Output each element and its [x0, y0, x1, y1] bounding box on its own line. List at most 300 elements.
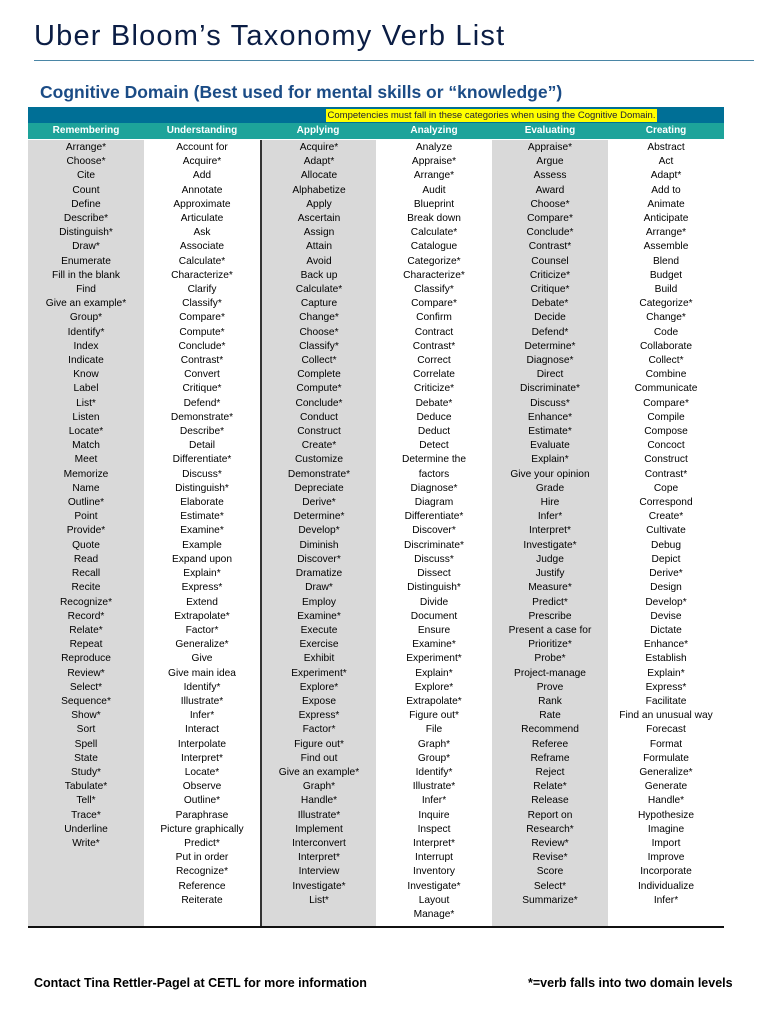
verb-item: Classify*: [414, 284, 454, 296]
verb-item: Listen: [72, 411, 100, 423]
verb-item: Communicate: [634, 383, 698, 395]
verb-item: Discriminate*: [519, 383, 580, 395]
footer-contact: Contact Tina Rettler-Pagel at CETL for more information: [34, 976, 367, 990]
verb-item: Judge: [536, 553, 564, 565]
verb-item: Depict: [651, 553, 681, 565]
verb-item: Inventory: [413, 866, 455, 878]
verb-item: Tabulate*: [64, 781, 108, 793]
verb-item: Assemble: [643, 241, 689, 253]
verb-item: Figure out*: [409, 710, 459, 722]
verb-item: Demonstrate*: [170, 411, 234, 423]
banner-row: [28, 107, 724, 123]
verb-item: Describe*: [63, 213, 109, 225]
verb-item: Prescribe: [528, 610, 572, 622]
verb-item: Select*: [69, 681, 103, 693]
verb-item: Arrange*: [413, 170, 455, 182]
verb-item: Ensure: [417, 624, 451, 636]
table-bottom-rule: [28, 926, 724, 928]
verb-item: Determine*: [293, 511, 345, 523]
verb-item: Explain*: [531, 454, 569, 466]
verb-item: Appraise*: [527, 142, 573, 153]
verb-item: Develop*: [298, 525, 340, 537]
verb-item: Identify*: [415, 766, 453, 778]
verb-item: Generalize*: [175, 639, 229, 651]
verb-item: Award: [535, 184, 565, 196]
verb-item: Infer*: [421, 795, 447, 807]
verb-item: Hire: [540, 497, 560, 509]
verb-item: Abstract: [647, 142, 685, 153]
verb-item: Recall: [71, 568, 101, 580]
verb-item: Correct: [417, 355, 451, 367]
verb-item: Determine*: [524, 340, 576, 352]
verb-item: Defend*: [183, 397, 221, 409]
verb-item: Tell*: [76, 795, 96, 807]
verb-item: Measure*: [528, 582, 572, 594]
verb-item: Group*: [417, 752, 451, 764]
verb-item: Choose*: [530, 198, 570, 210]
verb-item: Select*: [533, 880, 567, 892]
verb-item: Exhibit: [303, 653, 335, 665]
verb-item: Infer*: [537, 511, 563, 523]
verb-item: Derive*: [649, 568, 683, 580]
column-header-applying: Applying: [296, 125, 340, 136]
verb-item: Anticipate: [643, 213, 689, 225]
verb-item: Group*: [69, 312, 103, 324]
column-header-analyzing: Analyzing: [410, 125, 458, 136]
verb-item: Elaborate: [180, 497, 224, 509]
verb-item: Estimate*: [180, 511, 224, 523]
verb-item: Find an unusual way: [619, 710, 713, 722]
verb-item: Discuss*: [182, 468, 222, 480]
verb-item: Paraphrase: [175, 809, 229, 821]
verb-item: Experiment*: [406, 653, 462, 665]
verb-item: Predict*: [532, 596, 568, 608]
verb-item: Conclude*: [178, 340, 226, 352]
verb-item: Differentiate*: [172, 454, 232, 466]
verb-item: Inquire: [418, 809, 450, 821]
banner-blank: [28, 107, 259, 123]
verb-item: Extrapolate*: [174, 610, 230, 622]
verb-item: Contrast*: [180, 355, 224, 367]
verb-item: Estimate*: [528, 426, 572, 438]
verb-item: Avoid: [306, 255, 332, 267]
verb-item: Count: [72, 184, 100, 196]
verb-item: Figure out*: [294, 738, 344, 750]
verb-item: Dramatize: [295, 568, 343, 580]
verb-item: Match: [72, 440, 100, 452]
verb-item: Hypothesize: [637, 809, 695, 821]
verb-item: Deduct: [417, 426, 451, 438]
verb-item: Explain*: [647, 667, 685, 679]
verb-item: Spell: [74, 738, 98, 750]
verb-item: Calculate*: [295, 284, 343, 296]
verb-item: Determine the: [402, 454, 466, 466]
verb-item: Explain*: [415, 667, 453, 679]
verb-item: Assign: [303, 227, 335, 239]
verb-item: Construct: [297, 426, 341, 438]
verb-item: Conclude*: [295, 397, 343, 409]
verb-item: Account for: [176, 142, 228, 153]
verb-item: Facilitate: [645, 695, 687, 707]
verb-item: Observe: [182, 781, 222, 793]
verb-item: List*: [309, 894, 329, 906]
verb-item: Infer*: [653, 894, 679, 906]
verb-item: Show*: [71, 710, 101, 722]
verb-item: Referee: [531, 738, 569, 750]
verb-item: Extend: [186, 596, 218, 608]
verb-item: Arrange*: [645, 227, 687, 239]
verb-item: factors: [418, 468, 450, 480]
verb-item: File: [425, 724, 443, 736]
verb-item: Compare*: [527, 213, 573, 225]
verb-item: Discriminate*: [403, 539, 464, 551]
verb-item: Provide*: [66, 525, 106, 537]
verb-item: Sort: [76, 724, 96, 736]
verb-item: Enhance*: [527, 411, 573, 423]
verb-item: Review*: [531, 837, 569, 849]
verb-item: Factor*: [302, 724, 336, 736]
verb-item: Convert: [184, 369, 220, 381]
verb-item: Exercise: [299, 639, 339, 651]
verb-item: Express*: [298, 710, 340, 722]
verb-item: Distinguish*: [59, 227, 113, 239]
verb-item: Examine*: [412, 639, 456, 651]
verb-item: Explore*: [414, 681, 454, 693]
verb-item: Distinguish*: [407, 582, 461, 594]
verb-item: Decide: [534, 312, 566, 324]
verb-item: Create*: [648, 511, 684, 523]
verb-item: Read: [73, 553, 99, 565]
verb-item: Draw*: [305, 582, 333, 594]
footer-note: *=verb falls into two domain levels: [528, 976, 733, 990]
verb-item: Express*: [181, 582, 223, 594]
verb-item: Indicate: [68, 355, 104, 367]
verb-item: Allocate: [300, 170, 338, 182]
verb-item: Blend: [652, 255, 680, 267]
column-applying: [260, 140, 376, 926]
verb-item: Ascertain: [297, 213, 341, 225]
verb-item: Illustrate*: [180, 695, 224, 707]
verb-item: Layout: [418, 894, 450, 906]
verb-item: Improve: [647, 852, 685, 864]
verb-item: Know: [73, 369, 99, 381]
verb-item: Diagnose*: [410, 482, 458, 494]
verb-item: Compose: [644, 426, 688, 438]
verb-item: Correlate: [413, 369, 455, 381]
verb-item: Change*: [646, 312, 686, 324]
verb-item: Write*: [72, 837, 100, 849]
verb-item: Picture graphically: [160, 823, 244, 835]
verb-item: Examine*: [297, 610, 341, 622]
verb-item: Example: [182, 539, 222, 551]
verb-item: Discuss*: [530, 397, 570, 409]
verb-item: Interpret*: [413, 837, 455, 849]
verb-item: Interpret*: [181, 752, 223, 764]
verb-item: Collaborate: [639, 340, 693, 352]
verb-item: Compare*: [411, 298, 457, 310]
verb-item: Classify*: [299, 340, 339, 352]
verb-item: Distinguish*: [175, 482, 229, 494]
verb-item: Assess: [533, 170, 567, 182]
column-header-remembering: Remembering: [52, 125, 120, 136]
verb-item: Expand upon: [171, 553, 233, 565]
verb-item: Put in order: [175, 852, 229, 864]
verb-item: Acquire*: [299, 142, 339, 153]
verb-item: Repeat: [69, 639, 103, 651]
verb-item: Conduct: [300, 411, 338, 423]
verb-item: Cite: [76, 170, 96, 182]
verb-item: Code: [653, 326, 679, 338]
verb-item: Release: [531, 795, 569, 807]
verb-item: Identify*: [67, 326, 105, 338]
verb-item: Audit: [422, 184, 446, 196]
verb-item: Blueprint: [413, 198, 455, 210]
verb-item: Approximate: [173, 198, 231, 210]
verb-item: Interpret*: [298, 852, 340, 864]
verb-item: Score: [536, 866, 564, 878]
verb-item: Attain: [305, 241, 333, 253]
verb-item: Annotate: [181, 184, 223, 196]
verb-item: Express*: [645, 681, 687, 693]
verb-item: Demonstrate*: [287, 468, 351, 480]
verb-item: Criticize*: [413, 383, 455, 395]
verb-item: Dictate: [650, 624, 682, 636]
verb-item: Interconvert: [292, 837, 346, 849]
verb-item: Interpret*: [529, 525, 571, 537]
verb-item: Defend*: [531, 326, 569, 338]
verb-item: State: [74, 752, 98, 764]
verb-item: Counsel: [531, 255, 569, 267]
verb-item: Recommend: [521, 724, 579, 736]
verb-item: Characterize*: [403, 269, 465, 281]
verb-item: Clarify: [187, 284, 217, 296]
verb-item: Underline: [64, 823, 108, 835]
verb-item: Compare*: [179, 312, 225, 324]
verb-item: Collect*: [301, 355, 337, 367]
verb-item: Extrapolate*: [406, 695, 462, 707]
verb-item: Rank: [538, 695, 562, 707]
verb-item: Formulate: [643, 752, 689, 764]
verb-item: Investigate*: [523, 539, 577, 551]
verb-item: Review*: [67, 667, 105, 679]
verb-item: Deduce: [416, 411, 452, 423]
verb-item: Format: [649, 738, 683, 750]
verb-item: Compare*: [643, 397, 689, 409]
verb-item: Construct: [644, 454, 688, 466]
verb-item: Debate*: [531, 298, 569, 310]
verb-item: Associate: [179, 241, 225, 253]
verb-item: Explore*: [299, 681, 339, 693]
verb-item: Develop*: [645, 596, 687, 608]
page-title: Uber Bloom’s Taxonomy Verb List: [34, 20, 506, 52]
verb-item: Rate: [539, 710, 561, 722]
verb-item: Contrast*: [644, 468, 688, 480]
verb-item: Differentiate*: [404, 511, 464, 523]
verb-item: Correspond: [639, 497, 693, 509]
verb-item: Add to: [651, 184, 681, 196]
verb-item: Predict*: [184, 837, 220, 849]
verb-item: Report on: [527, 809, 573, 821]
verb-item: Categorize*: [407, 255, 461, 267]
verb-item: Budget: [649, 269, 683, 281]
verb-item: Conclude*: [526, 227, 574, 239]
column-remembering: [28, 140, 144, 926]
verb-item: Employ: [302, 596, 336, 608]
verb-item: Cultivate: [646, 525, 686, 537]
banner-note: Competencies must fall in these categories when using the Cognitive Domain.: [327, 109, 656, 121]
verb-item: Reject: [535, 766, 565, 778]
verb-item: Infer*: [189, 710, 215, 722]
verb-item: Illustrate*: [412, 781, 456, 793]
verb-item: List*: [76, 397, 96, 409]
verb-item: Add: [192, 170, 212, 182]
verb-item: Grade: [535, 482, 565, 494]
verb-item: Generate: [644, 781, 688, 793]
verb-item: Interpolate: [177, 738, 227, 750]
verb-item: Research*: [526, 823, 574, 835]
verb-item: Implement: [295, 823, 343, 835]
verb-item: Revise*: [532, 852, 568, 864]
verb-item: Experiment*: [291, 667, 347, 679]
verb-item: Forecast: [646, 724, 686, 736]
verb-item: Probe*: [534, 653, 566, 665]
verb-item: Fill in the blank: [52, 269, 120, 281]
verb-item: Imagine: [647, 823, 685, 835]
verb-item: Trace*: [71, 809, 101, 821]
verb-item: Manage*: [413, 908, 455, 920]
verb-item: Quote: [72, 539, 100, 551]
verb-item: Expose: [302, 695, 336, 707]
verb-item: Outline*: [67, 497, 105, 509]
verb-item: Examine*: [180, 525, 224, 537]
verb-item: Give your opinion: [510, 468, 590, 480]
column-evaluating: [492, 140, 608, 926]
verb-item: Critique*: [530, 284, 570, 296]
verb-item: Investigate*: [292, 880, 346, 892]
verb-item: Collect*: [648, 355, 684, 367]
verb-table: [28, 140, 724, 926]
verb-item: Reframe: [530, 752, 570, 764]
verb-item: Give: [191, 653, 213, 665]
verb-item: Diminish: [299, 539, 339, 551]
verb-item: Find: [76, 284, 96, 296]
verb-item: Analyze: [415, 142, 453, 153]
verb-item: Incorporate: [640, 866, 692, 878]
verb-item: Act: [658, 156, 674, 168]
verb-item: Interact: [185, 724, 219, 736]
verb-item: Ask: [193, 227, 211, 239]
verb-item: Find out: [300, 752, 338, 764]
verb-item: Recite: [71, 582, 101, 594]
verb-item: Meet: [74, 454, 98, 466]
verb-item: Alphabetize: [292, 184, 346, 196]
verb-item: Study*: [70, 766, 101, 778]
verb-item: Complete: [297, 369, 341, 381]
verb-item: Design: [650, 582, 682, 594]
verb-item: Point: [74, 511, 98, 523]
verb-item: Appraise*: [411, 156, 457, 168]
verb-item: Locate*: [184, 766, 220, 778]
verb-item: Give main idea: [168, 667, 236, 679]
verb-item: Describe*: [179, 426, 225, 438]
verb-item: Argue: [536, 156, 564, 168]
verb-item: Compile: [647, 411, 685, 423]
verb-item: Cope: [653, 482, 679, 494]
verb-item: Depreciate: [294, 482, 344, 494]
verb-item: Detect: [419, 440, 449, 452]
verb-item: Contrast*: [412, 340, 456, 352]
verb-item: Derive*: [302, 497, 336, 509]
verb-item: Import: [651, 837, 681, 849]
verb-item: Dissect: [417, 568, 451, 580]
verb-item: Recognize*: [175, 866, 229, 878]
verb-item: Give an example*: [278, 766, 360, 778]
verb-item: Calculate*: [178, 255, 226, 267]
verb-item: Compute*: [296, 383, 342, 395]
verb-item: Divide: [419, 596, 449, 608]
verb-item: Adapt*: [650, 170, 682, 182]
verb-item: Contract: [414, 326, 454, 338]
verb-item: Debug: [650, 539, 682, 551]
verb-item: Reproduce: [61, 653, 111, 665]
verb-item: Define: [71, 198, 101, 210]
column-analyzing: [376, 140, 492, 926]
verb-item: Prioritize*: [528, 639, 572, 651]
verb-item: Diagram: [414, 497, 454, 509]
verb-item: Relate*: [533, 781, 567, 793]
verb-item: Identify*: [183, 681, 221, 693]
verb-item: Create*: [301, 440, 337, 452]
verb-item: Recognize*: [59, 596, 113, 608]
verb-item: Choose*: [299, 326, 339, 338]
verb-item: Discover*: [297, 553, 341, 565]
verb-item: Compute*: [179, 326, 225, 338]
verb-item: Interview: [298, 866, 340, 878]
verb-item: Summarize*: [522, 894, 578, 906]
verb-item: Apply: [306, 198, 332, 210]
verb-item: Criticize*: [529, 269, 571, 281]
verb-item: Detail: [188, 440, 216, 452]
column-creating: [608, 140, 724, 926]
verb-item: Categorize*: [639, 298, 693, 310]
verb-item: Execute: [300, 624, 338, 636]
verb-item: Document: [410, 610, 458, 622]
verb-item: Acquire*: [182, 156, 222, 168]
verb-item: Graph*: [302, 781, 336, 793]
verb-item: Catalogue: [410, 241, 458, 253]
verb-item: Change*: [299, 312, 339, 324]
verb-item: Factor*: [185, 624, 219, 636]
verb-item: Project-manage: [514, 667, 586, 679]
verb-item: Justify: [535, 568, 565, 580]
verb-item: Back up: [300, 269, 338, 281]
verb-item: Reiterate: [181, 894, 223, 906]
verb-item: Enhance*: [643, 639, 689, 651]
verb-item: Debate*: [415, 397, 453, 409]
column-header-understanding: Understanding: [166, 125, 238, 136]
verb-item: Reference: [178, 880, 226, 892]
verb-item: Contrast*: [528, 241, 572, 253]
verb-item: Combine: [645, 369, 687, 381]
verb-item: Prove: [536, 681, 564, 693]
verb-item: Illustrate*: [297, 809, 341, 821]
verb-item: Critique*: [182, 383, 222, 395]
verb-item: Adapt*: [303, 156, 335, 168]
verb-item: Handle*: [647, 795, 685, 807]
verb-item: Name: [72, 482, 100, 494]
verb-item: Diagnose*: [526, 355, 574, 367]
banner-cell: [259, 107, 724, 123]
